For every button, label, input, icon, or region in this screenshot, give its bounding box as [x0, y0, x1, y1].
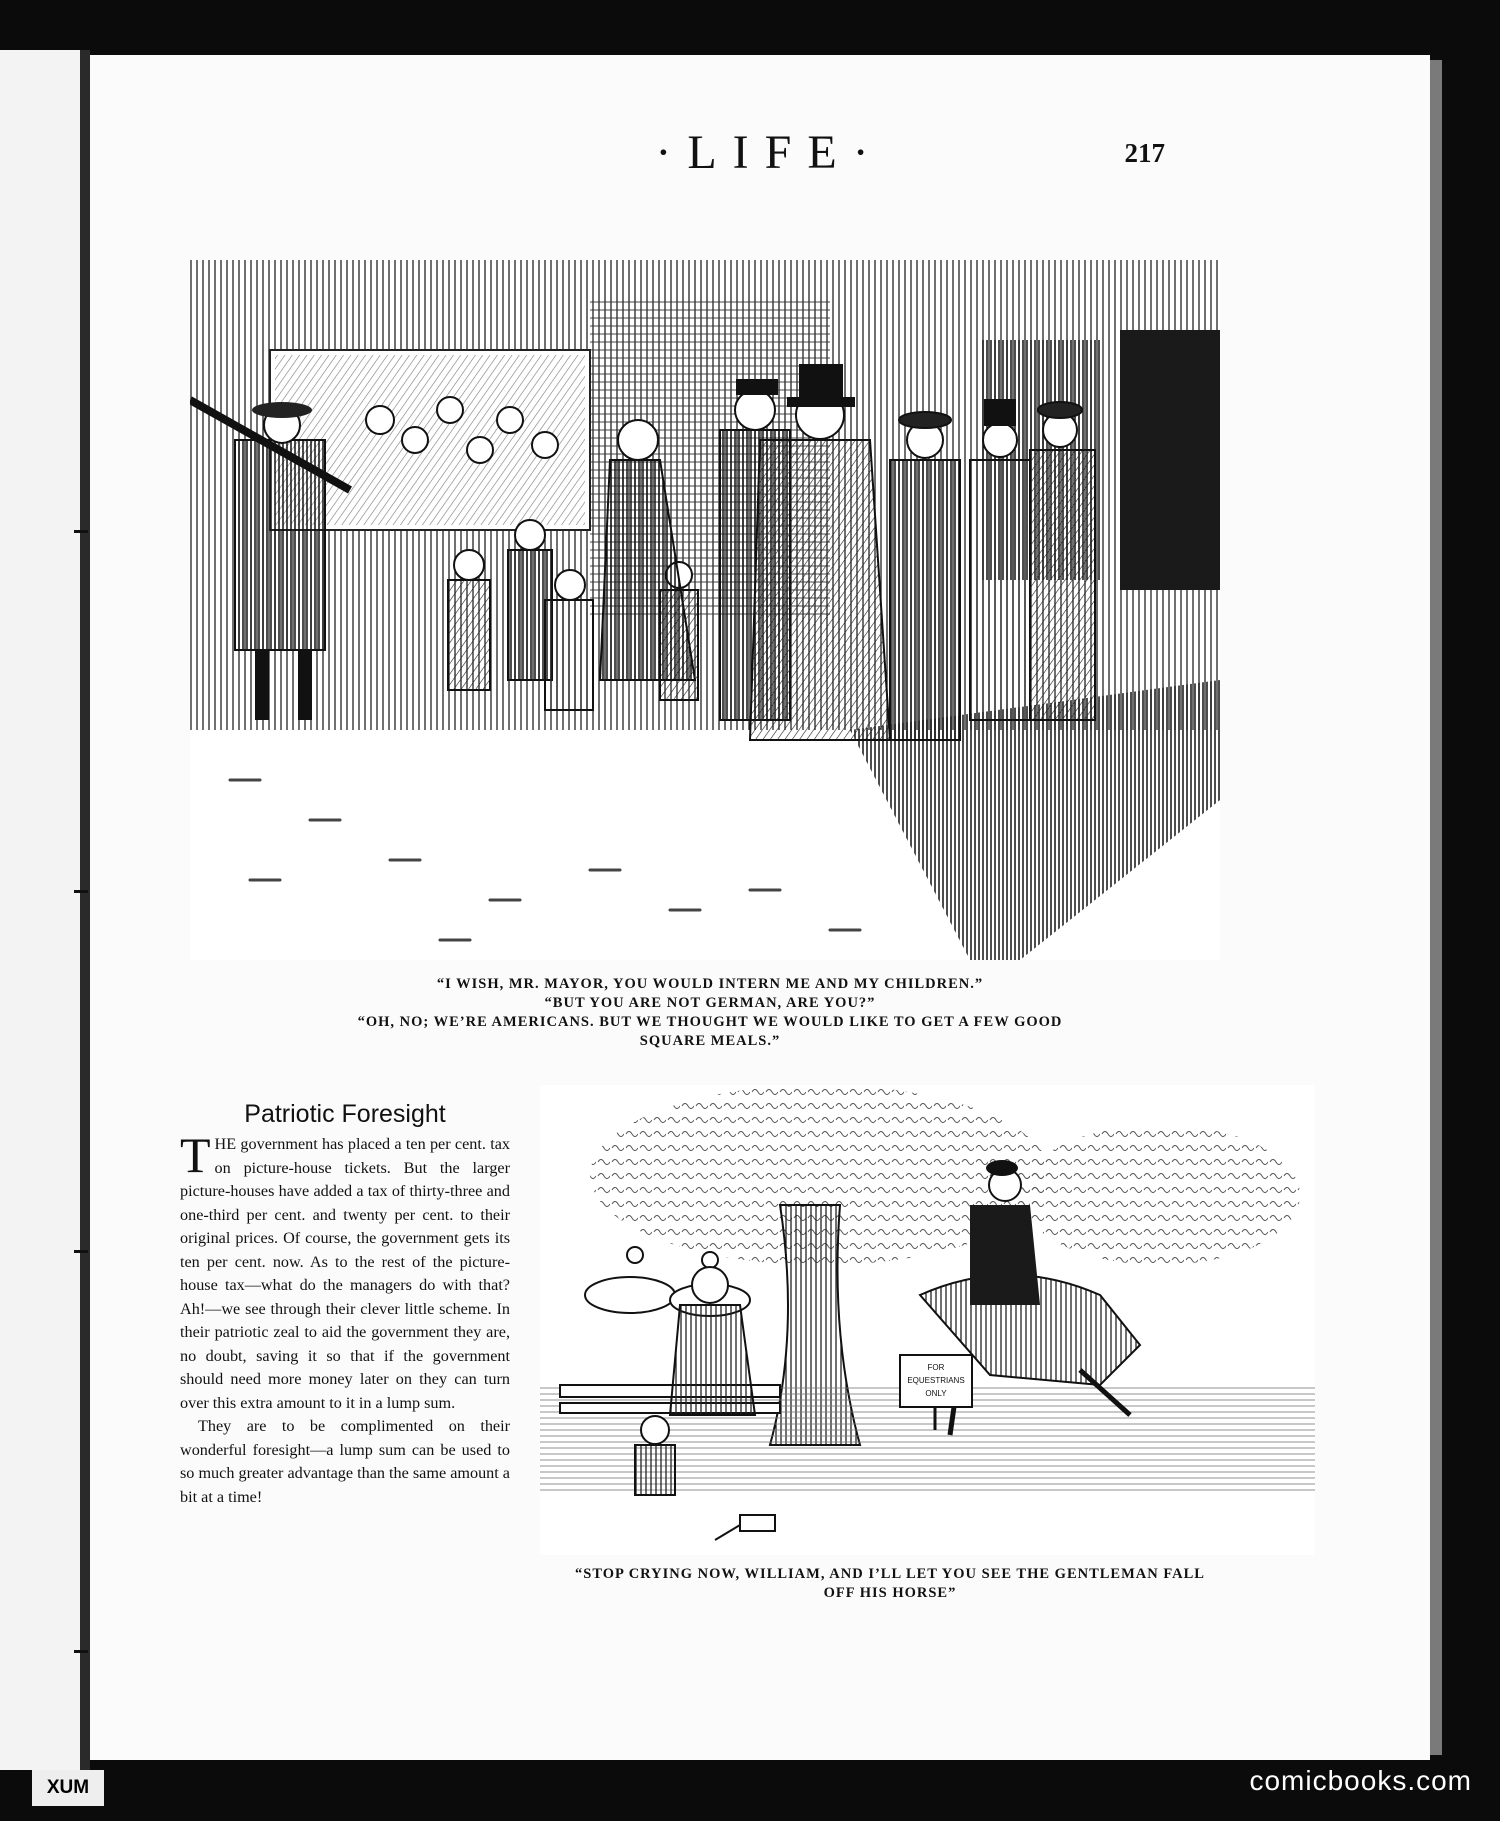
- article-paragraph-text: HE government has placed a ten per cent. tax on picture-house tickets. But the larger picture-houses have added a tax of thirty-three and one-third per cent. and twenty per cent. to their original prices. Of course, the government gets its ten per cent. now. As to the rest of the picture-house tax—what do the managers do with that? Ah!—we see through their clever little scheme. In their patriotic zeal to aid the government they are, no doubt, saving it so that if the government should need more money later on they can turn over this extra amount to it in a lump sum.: [180, 1135, 510, 1412]
- caption-line: “STOP CRYING NOW, WILLIAM, AND I’LL LET YOU SEE THE GENTLEMAN FALL: [575, 1566, 1205, 1582]
- binding-mark: [74, 1250, 88, 1253]
- caption-line: OFF HIS HORSE”: [823, 1585, 957, 1601]
- caption-line: “OH, NO; WE’RE AMERICANS. BUT WE THOUGHT WE WOULD LIKE TO GET A FEW GOOD: [357, 1014, 1063, 1030]
- watermark: comicbooks.com: [1249, 1765, 1472, 1796]
- cartoon-caption-horse: [560, 1565, 1220, 1603]
- cartoon-caption-mayor: [330, 975, 1090, 1051]
- article-paragraph: [180, 1127, 510, 1415]
- masthead: ·LIFE·: [655, 126, 885, 179]
- cartoon-illustration-horse: [540, 1085, 1315, 1555]
- article-paragraph: They are to be complimented on their wonderful foresight—a lump sum can be used to so much greater advantage than the same amount a bit at a time!: [180, 1417, 510, 1506]
- scan-corner-label: XUM: [32, 1770, 104, 1806]
- article-body: [180, 1127, 510, 1509]
- book-spine: [80, 50, 90, 1770]
- caption-line: “BUT YOU ARE NOT GERMAN, ARE YOU?”: [544, 995, 876, 1011]
- article-title: Patriotic Foresight: [244, 1100, 446, 1128]
- binding-mark: [74, 530, 88, 533]
- binding-mark: [74, 1650, 88, 1653]
- page-number: 217: [1124, 138, 1165, 168]
- binding-mark: [74, 890, 88, 893]
- sign-text: ONLY: [925, 1389, 947, 1398]
- caption-line: SQUARE MEALS.”: [639, 1033, 781, 1049]
- drop-cap: T: [180, 1127, 211, 1183]
- caption-line: “I WISH, MR. MAYOR, YOU WOULD INTERN ME AND MY CHILDREN.”: [436, 976, 984, 992]
- page-edge-shadow: [1430, 60, 1442, 1755]
- sign-text: EQUESTRIANS: [907, 1376, 965, 1385]
- facing-page-edge: [0, 50, 80, 1770]
- cartoon-illustration-mayor: [190, 260, 1220, 960]
- sign-text: FOR: [927, 1363, 945, 1372]
